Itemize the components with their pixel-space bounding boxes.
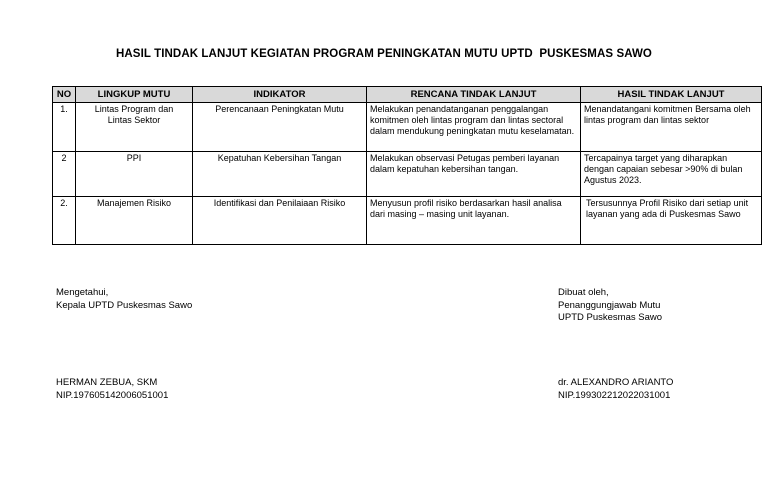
header-no: NO	[53, 87, 76, 103]
header-rencana-tindak-lanjut: RENCANA TINDAK LANJUT	[367, 87, 581, 103]
cell-rencana: Menyusun profil risiko berdasarkan hasil analisa dari masing – masing unit layanan.	[367, 197, 581, 245]
table-row	[53, 152, 762, 197]
left-signature-label: Mengetahui,	[56, 287, 109, 298]
cell-indikator: Kepatuhan Kebersihan Tangan	[193, 152, 367, 197]
page-title: HASIL TINDAK LANJUT KEGIATAN PROGRAM PENINGKATAN MUTU UPTD PUSKESMAS SAWO	[116, 48, 652, 60]
left-signature-heading	[56, 287, 192, 312]
table-row	[53, 103, 762, 152]
cell-hasil: Tersusunnya Profil Risiko dari setiap unit layanan yang ada di Puskesmas Sawo	[581, 197, 762, 245]
header-indikator: INDIKATOR	[193, 87, 367, 103]
right-signature-block	[558, 377, 673, 402]
right-signature-label: Dibuat oleh,	[558, 287, 609, 298]
cell-lingkup: PPI	[76, 152, 193, 197]
cell-no: 2.	[53, 197, 76, 245]
cell-indikator: Identifikasi dan Penilaiaan Risiko	[193, 197, 367, 245]
cell-indikator: Perencanaan Peningkatan Mutu	[193, 103, 367, 152]
left-signature-position: Kepala UPTD Puskesmas Sawo	[56, 299, 193, 311]
table-row	[53, 197, 762, 245]
cell-no: 2	[53, 152, 76, 197]
table-header-row	[53, 87, 762, 103]
cell-lingkup: Lintas Program dan Lintas Sektor	[76, 103, 193, 152]
header-hasil-tindak-lanjut: HASIL TINDAK LANJUT	[581, 87, 762, 103]
cell-rencana: Melakukan penandatanganan penggalangan komitmen oleh lintas program dan lintas sectoral dalam mendukung peningkatan mutu keselamatan.	[367, 103, 581, 152]
left-signatory-name: HERMAN ZEBUA, SKM	[56, 377, 158, 388]
follow-up-table	[52, 86, 762, 245]
cell-lingkup: Manajemen Risiko	[76, 197, 193, 245]
right-signature-heading	[558, 287, 662, 325]
cell-hasil: Menandatangani komitmen Bersama oleh lintas program dan lintas sektor	[581, 103, 762, 152]
header-lingkup-mutu: LINGKUP MUTU	[76, 87, 193, 103]
cell-no: 1.	[53, 103, 76, 152]
right-signatory-nip: NIP.199302212022031001	[558, 389, 671, 401]
left-signatory-nip: NIP.197605142006051001	[56, 389, 169, 401]
cell-rencana: Melakukan observasi Petugas pemberi layanan dalam kepatuhan kebersihan tangan.	[367, 152, 581, 197]
right-signature-office: UPTD Puskesmas Sawo	[558, 312, 663, 323]
left-signature-block	[56, 377, 168, 402]
right-signatory-name: dr. ALEXANDRO ARIANTO	[558, 377, 674, 388]
right-signature-position: Penanggungjawab Mutu	[558, 299, 661, 311]
cell-hasil: Tercapainya target yang diharapkan dengan capaian sebesar >90% di bulan Agustus 2023.	[581, 152, 762, 197]
